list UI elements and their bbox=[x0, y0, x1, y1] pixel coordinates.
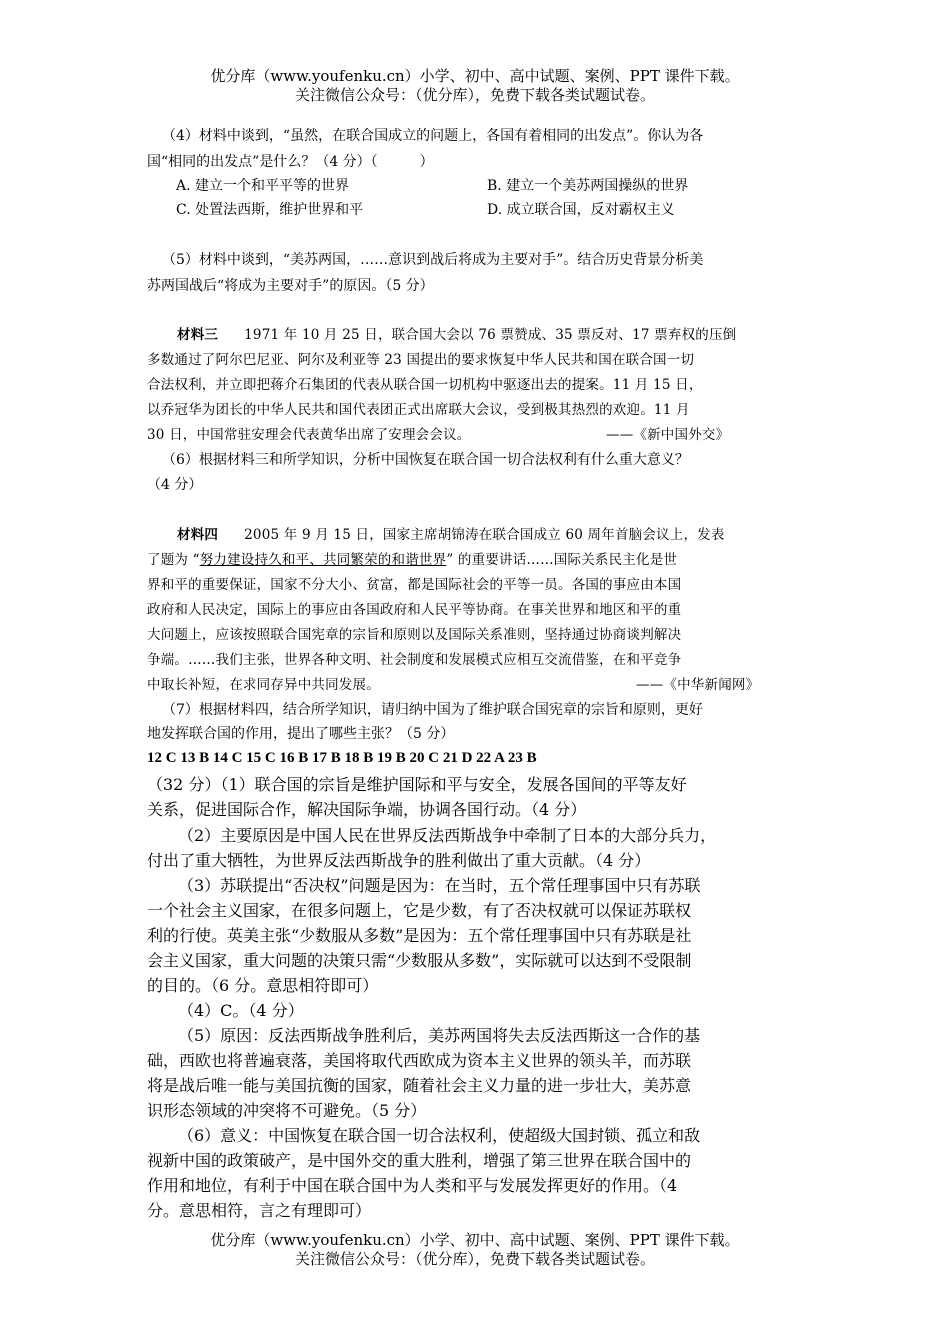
material-3-line-1 bbox=[177, 325, 736, 345]
material-3-line-4: 以乔冠华为团长的中华人民共和国代表团正式出席联大会议，受到极其热烈的欢迎。11 月 bbox=[147, 402, 690, 418]
material-4-line-4: 政府和人民决定，国际上的事应由各国政府和人民平等协商。在事关世界和地区和平的重 bbox=[147, 602, 682, 618]
q7-line-2: 地发挥联合国的作用，提出了哪些主张？（5 分） bbox=[147, 726, 455, 742]
material-4-line-6: 争端。……我们主张，世界各种文明、社会制度和发展模式应相互交流借鉴，在和平竞争 bbox=[147, 652, 682, 668]
answer-line: 一个社会主义国家，在很多问题上，它是少数，有了否决权就可以保证苏联权 bbox=[147, 901, 692, 920]
q4-line-1: （4）材料中谈到，“虽然，在联合国成立的问题上，各国有着相同的出发点”。你认为各 bbox=[162, 128, 704, 144]
material-4-speech-title: 努力建设持久和平、共同繁荣的和谐世界 bbox=[199, 552, 447, 568]
q4-line-2: 国“相同的出发点”是什么？（4 分）（ ） bbox=[147, 154, 434, 170]
material-4-line-5: 大问题上，应该按照联合国宪章的宗旨和原则以及国际关系准则，坚持通过协商谈判解决 bbox=[147, 627, 682, 643]
answer-line: 础，西欧也将普遍衰落，美国将取代西欧成为资本主义世界的领头羊，而苏联 bbox=[147, 1051, 692, 1070]
answer-line: 识形态领域的冲突将不可避免。（5 分） bbox=[147, 1101, 427, 1120]
material-3-line-5: 30 日，中国常驻安理会代表黄华出席了安理会会议。 bbox=[147, 427, 471, 443]
q7-line-1: （7）根据材料四，结合所学知识，请归纳中国为了维护联合国宪章的宗旨和原则，更好 bbox=[162, 702, 703, 718]
material-3-source: ——《新中国外交》 bbox=[606, 427, 730, 443]
q4-option-d: D. 成立联合国，反对霸权主义 bbox=[487, 202, 675, 218]
answer-line: （6）意义：中国恢复在联合国一切合法权利，使超级大国封锁、孤立和敌 bbox=[178, 1126, 701, 1145]
q6-line-2: （4 分） bbox=[147, 477, 203, 493]
material-3-line-2: 多数通过了阿尔巴尼亚、阿尔及利亚等 23 国提出的要求恢复中华人民共和国在联合国一切 bbox=[147, 352, 695, 368]
answer-line: （2）主要原因是中国人民在世界反法西斯战争中牵制了日本的大部分兵力， bbox=[178, 826, 717, 845]
page-footer-line-1: 优分库（www.youfenku.cn）小学、初中、高中试题、案例、PPT 课件下载。 bbox=[210, 1231, 740, 1249]
q6-line-1: （6）根据材料三和所学知识，分析中国恢复在联合国一切合法权利有什么重大意义？ bbox=[162, 452, 689, 468]
material-4-line-2 bbox=[147, 550, 677, 570]
material-4-line-3: 界和平的重要保证，国家不分大小、贫富，都是国际社会的平等一员。各国的事应由本国 bbox=[147, 577, 682, 593]
material-4-quote-open: 了题为 “ bbox=[147, 552, 200, 568]
answer-line: 付出了重大牺牲，为世界反法西斯战争的胜利做出了重大贡献。（4 分） bbox=[147, 851, 651, 870]
q5-line-1: （5）材料中谈到，“美苏两国，……意识到战后将成为主要对手”。结合历史背景分析美 bbox=[162, 252, 704, 268]
answer-line: 视新中国的政策破产，是中国外交的重大胜利，增强了第三世界在联合国中的 bbox=[147, 1151, 692, 1170]
material-3-line-3: 合法权利，并立即把蒋介石集团的代表从联合国一切机构中驱逐出去的提案。11 月 15 日， bbox=[147, 377, 703, 393]
answer-line: 分。意思相符，言之有理即可） bbox=[147, 1201, 372, 1220]
answer-line: 会主义国家，重大问题的决策只需“少数服从多数”，实际就可以达到不受限制 bbox=[147, 951, 692, 970]
answer-line: （3）苏联提出“否决权”问题是因为：在当时，五个常任理事国中只有苏联 bbox=[178, 876, 701, 895]
answer-line: （32 分）（1）联合国的宗旨是维护国际和平与安全，发展各国间的平等友好 bbox=[147, 775, 687, 794]
material-4-line-1 bbox=[177, 525, 725, 545]
page-footer-line-2: 关注微信公众号：（优分库），免费下载各类试题试卷。 bbox=[294, 1250, 655, 1268]
q4-option-a: A. 建立一个和平平等的世界 bbox=[176, 178, 350, 194]
q4-option-c: C. 处置法西斯，维护世界和平 bbox=[176, 202, 364, 218]
q4-option-b: B. 建立一个美苏两国操纵的世界 bbox=[487, 178, 689, 194]
answer-line: 关系，促进国际合作，解决国际争端，协调各国行动。（4 分） bbox=[147, 800, 587, 819]
answer-line: （5）原因：反法西斯战争胜利后，美苏两国将失去反法西斯这一合作的基 bbox=[178, 1026, 701, 1045]
q5-line-2: 苏两国战后“将成为主要对手”的原因。（5 分） bbox=[147, 278, 434, 294]
answer-line: 利的行使。英美主张“少数服从多数”是因为：五个常任理事国中只有苏联是社 bbox=[147, 926, 692, 945]
answer-line: 的目的。（6 分。意思相符即可） bbox=[147, 976, 379, 995]
material-4-source: ——《中华新闻网》 bbox=[636, 677, 760, 693]
answer-line: （4）C。（4 分） bbox=[178, 1001, 304, 1020]
page-header-line-1: 优分库（www.youfenku.cn）小学、初中、高中试题、案例、PPT 课件下载。 bbox=[210, 67, 740, 85]
answer-line: 作用和地位，有利于中国在联合国中为人类和平与发展发挥更好的作用。（4 bbox=[147, 1176, 678, 1195]
material-4-line-7: 中取长补短，在求同存异中共同发展。 bbox=[147, 677, 380, 693]
material-4-quote-close: ” 的重要讲话……国际关系民主化是世 bbox=[446, 552, 678, 568]
material-3-label: 材料三 bbox=[177, 327, 219, 343]
material-4-text-1: 2005 年 9 月 15 日，国家主席胡锦涛在联合国成立 60 周年首脑会议上，发表 bbox=[244, 527, 725, 543]
material-3-text-1: 1971 年 10 月 25 日，联合国大会以 76 票赞成、35 票反对、17 票弃权的压倒 bbox=[244, 327, 737, 343]
answer-key: 12 C 13 B 14 C 15 C 16 B 17 B 18 B 19 B 20 C 21 D 22 A 23 B bbox=[147, 750, 537, 766]
material-4-label: 材料四 bbox=[177, 527, 219, 543]
answer-line: 将是战后唯一能与美国抗衡的国家，随着社会主义力量的进一步壮大，美苏意 bbox=[147, 1076, 692, 1095]
page-header-line-2: 关注微信公众号：（优分库），免费下载各类试题试卷。 bbox=[294, 86, 655, 104]
